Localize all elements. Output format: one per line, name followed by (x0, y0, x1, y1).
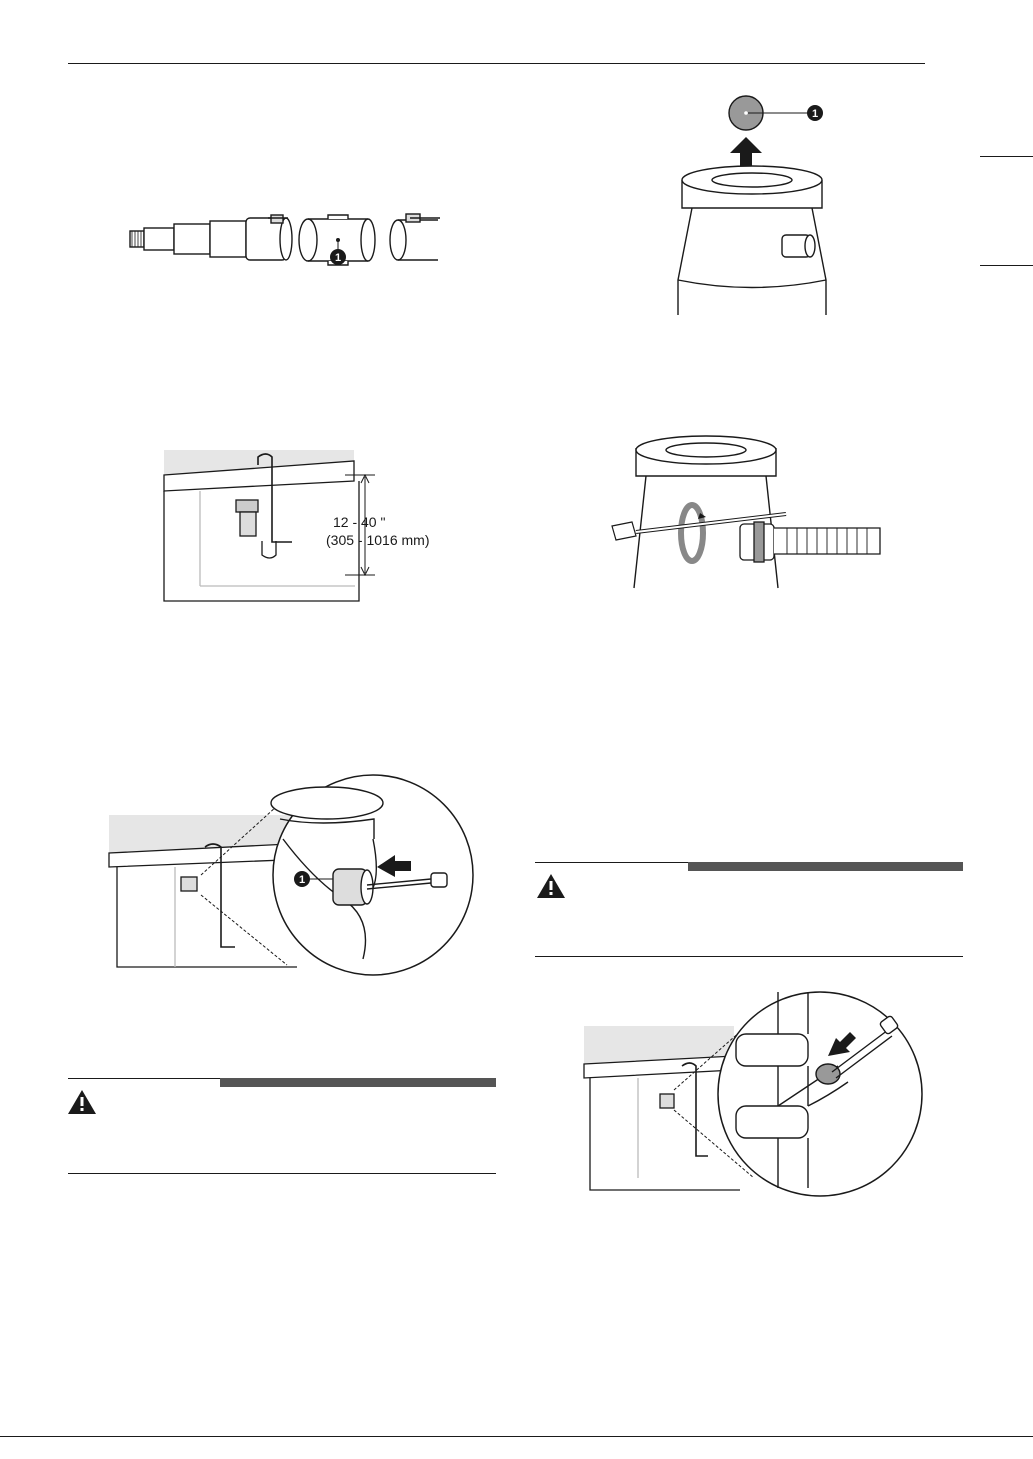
disposer-knockout-figure (105, 785, 465, 985)
hose-adapter-figure (128, 208, 468, 278)
warning-right-bar (688, 862, 963, 871)
warning-triangle-icon (67, 1089, 97, 1115)
warning-right-bottom-rule (535, 956, 963, 957)
sink-dimension-figure (160, 445, 460, 605)
svg-text:1: 1 (298, 874, 306, 886)
side-tab-rule-bottom (980, 265, 1033, 266)
svg-text:1: 1 (811, 108, 819, 120)
footer-rule (0, 1436, 1033, 1437)
drain-knockout-figure (582, 982, 922, 1192)
warning-triangle-icon (536, 873, 566, 899)
dimension-label-mm: (305 - 1016 mm) (326, 532, 430, 548)
svg-text:1: 1 (334, 252, 342, 264)
hose-clamp-figure (612, 448, 892, 588)
side-tab-rule-top (980, 156, 1033, 157)
header-rule (68, 63, 925, 64)
dimension-label-in: 12 - 40 " (333, 514, 386, 530)
knockout-plug-figure (670, 95, 870, 315)
warning-left-bottom-rule (68, 1173, 496, 1174)
warning-left-bar (220, 1078, 496, 1087)
